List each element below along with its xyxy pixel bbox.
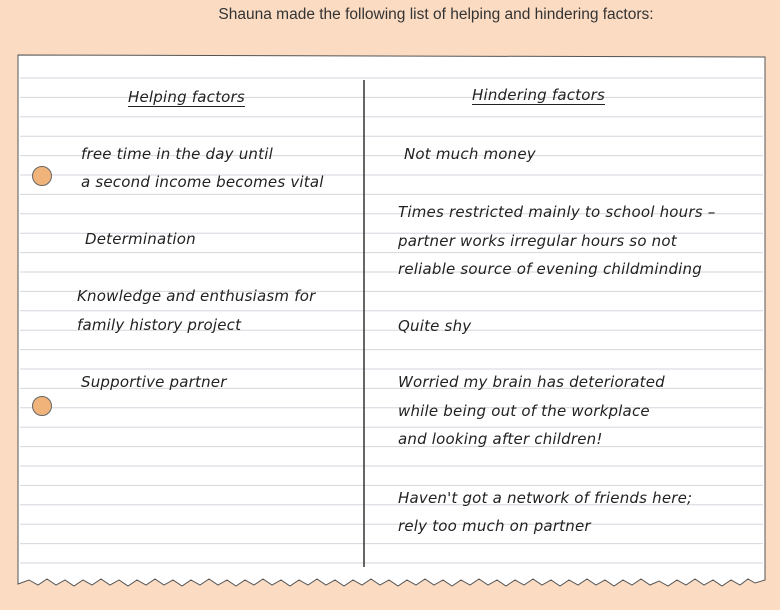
helping-item: a second income becomes vital bbox=[81, 173, 324, 191]
helping-item: family history project bbox=[77, 316, 242, 334]
helping-item: Supportive partner bbox=[81, 373, 227, 391]
helping-item: free time in the day until bbox=[81, 145, 273, 163]
hindering-item: reliable source of evening childminding bbox=[398, 260, 702, 278]
intro-label: Shauna made the following list of helping and hindering factors: bbox=[218, 6, 654, 23]
hindering-item: Not much money bbox=[404, 145, 536, 163]
hindering-item: Haven't got a network of friends here; bbox=[398, 489, 693, 507]
helping-item: Knowledge and enthusiasm for bbox=[77, 287, 316, 305]
hindering-item: Times restricted mainly to school hours – bbox=[398, 203, 716, 221]
hindering-item: Quite shy bbox=[398, 317, 472, 335]
hindering-item: and looking after children! bbox=[398, 430, 603, 448]
binder-hole-top bbox=[33, 167, 52, 186]
hindering-item: Worried my brain has deteriorated bbox=[398, 373, 665, 391]
hindering-item: partner works irregular hours so not bbox=[398, 232, 677, 250]
hindering-item: rely too much on partner bbox=[398, 517, 591, 535]
helping-item: Determination bbox=[85, 230, 196, 248]
helping-heading: Helping factors bbox=[128, 88, 245, 106]
binder-hole-bottom bbox=[33, 397, 52, 416]
hindering-item: while being out of the workplace bbox=[398, 402, 650, 420]
hindering-heading: Hindering factors bbox=[472, 86, 605, 104]
